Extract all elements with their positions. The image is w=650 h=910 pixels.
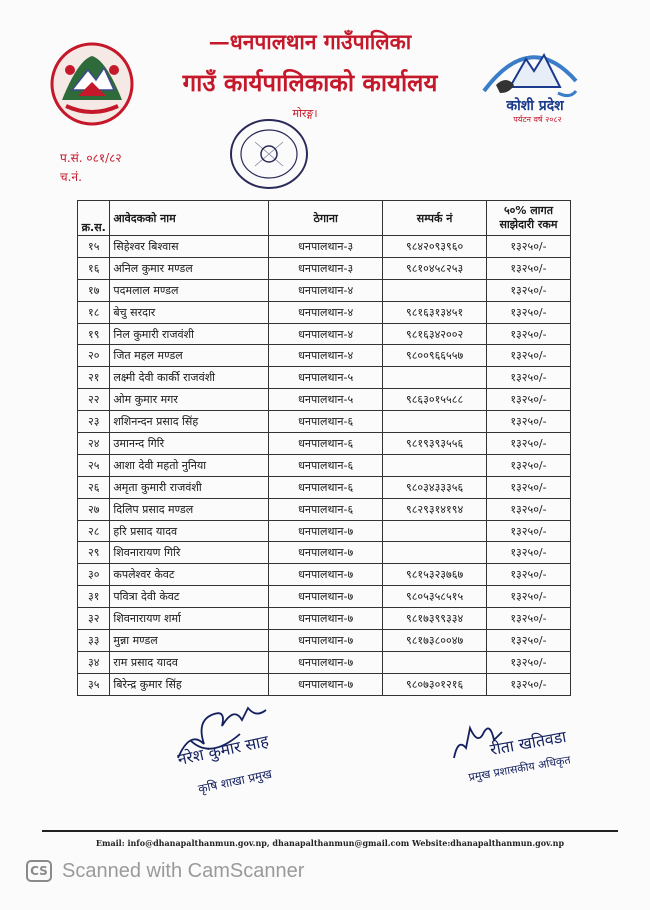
cell-contact: ९८४२०९३९६०: [383, 236, 487, 258]
table-header-row: [78, 201, 571, 236]
cell-address: धनपालथान-६: [269, 454, 383, 476]
cell-serial: १९: [78, 323, 110, 345]
cell-serial: २१: [78, 367, 110, 389]
table-row: [78, 433, 571, 455]
cell-applicant-name: अनिल कुमार मण्डल: [110, 257, 269, 279]
cell-address: धनपालथान-७: [269, 586, 383, 608]
footer-divider: [42, 830, 618, 832]
table-row: [78, 608, 571, 630]
table-row: [78, 301, 571, 323]
cell-address: धनपालथान-४: [269, 323, 383, 345]
cell-serial: २८: [78, 520, 110, 542]
cell-address: धनपालथान-६: [269, 498, 383, 520]
cell-address: धनपालथान-७: [269, 520, 383, 542]
cell-address: धनपालथान-५: [269, 367, 383, 389]
table-row: [78, 520, 571, 542]
cell-contact: ९८१६३४२००२: [383, 323, 487, 345]
table-row: [78, 389, 571, 411]
cell-address: धनपालथान-४: [269, 301, 383, 323]
cell-contact: ९८००९६६५५७: [383, 345, 487, 367]
cell-cost-share: १३२५०/-: [486, 301, 570, 323]
cell-applicant-name: जित महल मण्डल: [110, 345, 269, 367]
cell-contact: ९८१६३१३४५१: [383, 301, 487, 323]
table-row: [78, 345, 571, 367]
cell-applicant-name: शिवनारायण शर्मा: [110, 608, 269, 630]
cell-cost-share: १३२५०/-: [486, 608, 570, 630]
office-name: गाउँ कार्यपालिकाको कार्यालय: [182, 68, 438, 97]
cell-applicant-name: निल कुमारी राजवंशी: [110, 323, 269, 345]
cell-serial: १५: [78, 236, 110, 258]
province-tagline: पर्यटन वर्ष २०८२: [513, 115, 562, 124]
municipality-name: —धनपालथान गाउँपालिका: [208, 29, 412, 54]
cell-cost-share: १३२५०/-: [486, 673, 570, 695]
cell-cost-share: १३२५०/-: [486, 279, 570, 301]
nepal-emblem-icon: [48, 40, 136, 128]
cell-applicant-name: राम प्रसाद यादव: [110, 651, 269, 673]
cell-contact: ९८०७३०१२१६: [383, 673, 487, 695]
cell-applicant-name: मुन्ना मण्डल: [110, 630, 269, 652]
scanner-watermark: [26, 858, 304, 884]
cell-serial: ३०: [78, 564, 110, 586]
cell-address: धनपालथान-७: [269, 651, 383, 673]
cell-cost-share: १३२५०/-: [486, 630, 570, 652]
cell-cost-share: १३२५०/-: [486, 586, 570, 608]
left-signatory-name: नरेश कुमार साह: [175, 731, 271, 770]
cell-applicant-name: हरि प्रसाद यादव: [110, 520, 269, 542]
cell-cost-share: १३२५०/-: [486, 345, 570, 367]
cell-contact: ९८०३४३३३५६: [383, 476, 487, 498]
cell-cost-share: १३२५०/-: [486, 520, 570, 542]
cell-address: धनपालथान-७: [269, 673, 383, 695]
cell-cost-share: १३२५०/-: [486, 323, 570, 345]
table-body: [78, 236, 571, 696]
cell-applicant-name: पदमलाल मण्डल: [110, 279, 269, 301]
cell-serial: ३४: [78, 651, 110, 673]
right-signatory-name: रीता खतिवडा: [488, 726, 568, 760]
cell-contact: [383, 279, 487, 301]
office-address: मोरङ्ग।: [292, 107, 318, 120]
cell-cost-share: १३२५०/-: [486, 433, 570, 455]
scanner-text: Scanned with CamScanner: [62, 859, 305, 882]
contact-footer: Email: info@dhanapalthanmun.gov.np, dhanapalthanmun@gmail.com Website:dhanapalthanmun.gov.np: [95, 838, 565, 848]
cell-serial: २३: [78, 411, 110, 433]
cell-address: धनपालथान-६: [269, 476, 383, 498]
cell-applicant-name: ओम कुमार मगर: [110, 389, 269, 411]
cell-applicant-name: कपलेश्वर केवट: [110, 564, 269, 586]
cell-cost-share: १३२५०/-: [486, 411, 570, 433]
cell-cost-share: १३२५०/-: [486, 257, 570, 279]
cell-cost-share: १३२५०/-: [486, 498, 570, 520]
cell-serial: १७: [78, 279, 110, 301]
col-serial: क्र.स.: [78, 201, 110, 236]
cell-cost-share: १३२५०/-: [486, 476, 570, 498]
cell-serial: २५: [78, 454, 110, 476]
table-row: [78, 673, 571, 695]
cell-applicant-name: लक्ष्मी देवी कार्की राजवंशी: [110, 367, 269, 389]
col-address: ठेगाना: [269, 201, 383, 236]
table-row: [78, 367, 571, 389]
cell-applicant-name: शिवनारायण गिरि: [110, 542, 269, 564]
cell-serial: २९: [78, 542, 110, 564]
table-row: [78, 236, 571, 258]
table-row: [78, 498, 571, 520]
table-row: [78, 323, 571, 345]
cell-applicant-name: अमृता कुमारी राजवंशी: [110, 476, 269, 498]
cell-address: धनपालथान-७: [269, 564, 383, 586]
cell-cost-share: १३२५०/-: [486, 651, 570, 673]
col-cost-share: ५०% लागत साझेदारी रकम: [486, 201, 570, 236]
cell-serial: २०: [78, 345, 110, 367]
cell-serial: ३३: [78, 630, 110, 652]
cell-contact: [383, 411, 487, 433]
cell-serial: २६: [78, 476, 110, 498]
table-row: [78, 586, 571, 608]
cell-serial: २७: [78, 498, 110, 520]
cell-applicant-name: बेचु सरदार: [110, 301, 269, 323]
cell-contact: [383, 367, 487, 389]
cell-applicant-name: सिहेश्वर बिश्वास: [110, 236, 269, 258]
cell-cost-share: १३२५०/-: [486, 564, 570, 586]
cell-contact: ९८१०४५८२५३: [383, 257, 487, 279]
cell-address: धनपालथान-७: [269, 630, 383, 652]
applicants-table: [77, 200, 571, 696]
cell-contact: ९८१५३२३७६७: [383, 564, 487, 586]
dispatch-number: च.नं.: [60, 170, 82, 184]
office-stamp-icon: [225, 112, 313, 192]
cell-address: धनपालथान-७: [269, 542, 383, 564]
cell-contact: ९८६३०१५५८८: [383, 389, 487, 411]
cell-address: धनपालथान-३: [269, 257, 383, 279]
cell-applicant-name: पवित्रा देवी केवट: [110, 586, 269, 608]
cell-address: धनपालथान-६: [269, 411, 383, 433]
cell-serial: ३१: [78, 586, 110, 608]
cell-applicant-name: बिरेन्द्र कुमार सिंह: [110, 673, 269, 695]
cell-cost-share: १३२५०/-: [486, 542, 570, 564]
table-row: [78, 454, 571, 476]
cell-cost-share: १३२५०/-: [486, 236, 570, 258]
cell-address: धनपालथान-६: [269, 433, 383, 455]
cell-contact: [383, 454, 487, 476]
col-applicant-name: आवेदकको नाम: [110, 201, 269, 236]
table-row: [78, 542, 571, 564]
table-row: [78, 279, 571, 301]
cell-applicant-name: दिलिप प्रसाद मण्डल: [110, 498, 269, 520]
right-signatory-title: प्रमुख प्रशासकीय अधिकृत: [467, 753, 572, 785]
cell-applicant-name: शशिनन्दन प्रसाद सिंह: [110, 411, 269, 433]
province-name: कोशी प्रदेश: [506, 98, 564, 114]
cell-address: धनपालथान-४: [269, 279, 383, 301]
cell-cost-share: १३२५०/-: [486, 454, 570, 476]
cell-serial: ३२: [78, 608, 110, 630]
left-signatory-title: कृषि शाखा प्रमुख: [196, 766, 274, 797]
cell-contact: ९८०५३५८५१५: [383, 586, 487, 608]
cell-contact: ९८२९३१४१९४: [383, 498, 487, 520]
cell-serial: ३५: [78, 673, 110, 695]
table-row: [78, 630, 571, 652]
cell-contact: ९८१९३९३५५६: [383, 433, 487, 455]
camscanner-icon: CS: [26, 860, 52, 882]
cell-serial: १८: [78, 301, 110, 323]
cell-contact: [383, 520, 487, 542]
cell-contact: ९८१७३८००४७: [383, 630, 487, 652]
cell-applicant-name: उमानन्द गिरि: [110, 433, 269, 455]
table-row: [78, 257, 571, 279]
cell-serial: २४: [78, 433, 110, 455]
cell-address: धनपालथान-३: [269, 236, 383, 258]
table-row: [78, 651, 571, 673]
cell-cost-share: १३२५०/-: [486, 367, 570, 389]
cell-contact: ९८१७३९९३३४: [383, 608, 487, 630]
col-contact: सम्पर्क नं: [383, 201, 487, 236]
cell-serial: २२: [78, 389, 110, 411]
cell-contact: [383, 651, 487, 673]
table-row: [78, 411, 571, 433]
cell-address: धनपालथान-४: [269, 345, 383, 367]
cell-address: धनपालथान-५: [269, 389, 383, 411]
cell-applicant-name: आशा देवी महतो नुनिया: [110, 454, 269, 476]
cell-serial: १६: [78, 257, 110, 279]
table-row: [78, 564, 571, 586]
table-row: [78, 476, 571, 498]
reference-number: प.सं. ०८१/८२: [60, 151, 122, 165]
cell-cost-share: १३२५०/-: [486, 389, 570, 411]
cell-contact: [383, 542, 487, 564]
cell-address: धनपालथान-७: [269, 608, 383, 630]
